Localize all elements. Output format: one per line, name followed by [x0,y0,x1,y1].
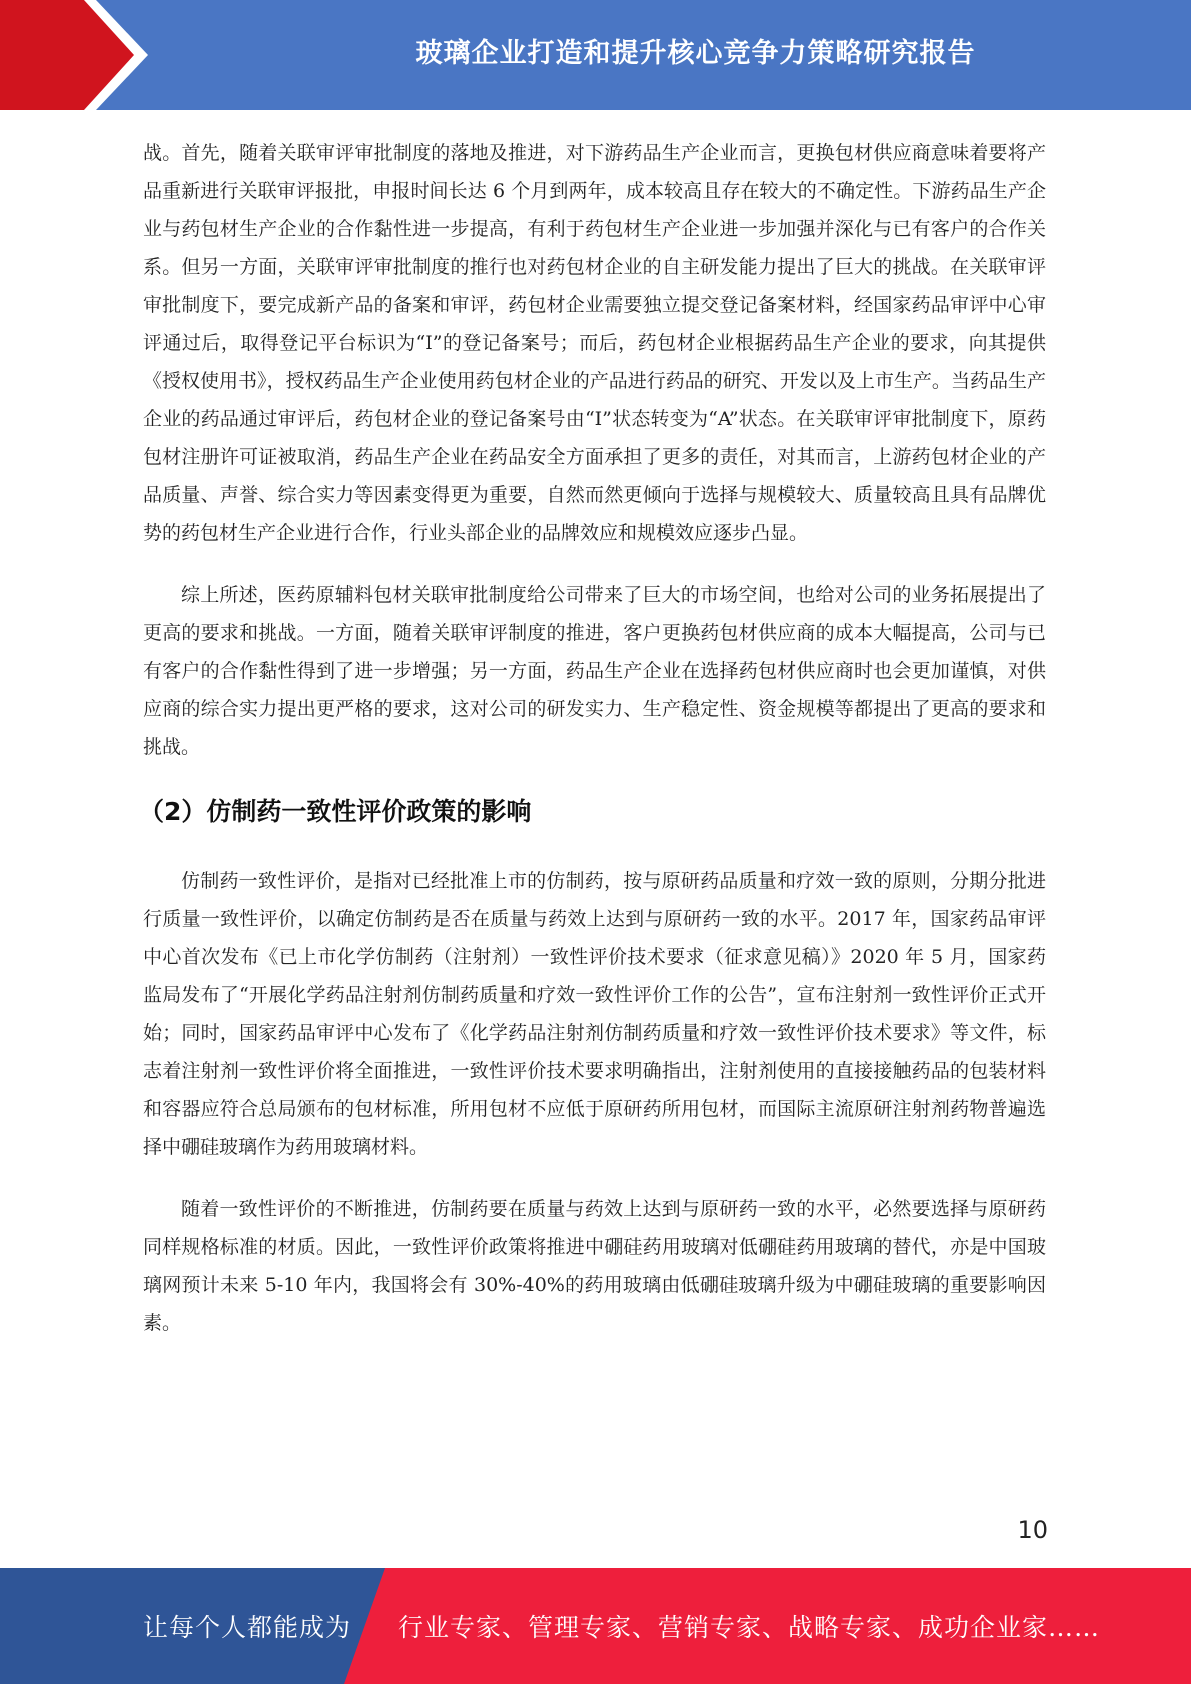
paragraph: 仿制药一致性评价，是指对已经批准上市的仿制药，按与原研药品质量和疗效一致的原则，分期分批进行质量一致性评价，以确定仿制药是否在质量与药效上达到与原研药一致的水平。2017 年，国家药品审评中心首次发布《已上市化学仿制药（注射剂）一致性评价技术要求（征求意见稿）》2020 年 5 月，国家药监局发布了“开展化学药品注射剂仿制药质量和疗效一致性评价工作的公告”，宣布注射剂一致性评价正式开始；同时，国家药品审评中心发布了《化学药品注射剂仿制药质量和疗效一致性评价技术要求》等文件，标志着注射剂一致性评价将全面推进，一致性评价技术要求明确指出，注射剂使用的直接接触药品的包装材料和容器应符合总局颁布的包材标准，所用包材不应低于原研药所用包材，而国际主流原研注射剂药物普遍选择中硼硅玻璃作为药用玻璃材料。 [143,870,1046,1158]
header-banner [0,0,1191,110]
report-title: 玻璃企业打造和提升核心竞争力策略研究报告 [415,37,976,69]
document-body [139,134,1046,1342]
footer-slogan-right: 行业专家、管理专家、营销专家、战略专家、成功企业家…… [398,1613,1101,1642]
footer-banner [0,1568,1191,1684]
paragraph: 战。首先，随着关联审评审批制度的落地及推进，对下游药品生产企业而言，更换包材供应商意味着要将产品重新进行关联审评报批，申报时间长达 6 个月到两年，成本较高且存在较大的不确定性。下游药品生产企业与药包材生产企业的合作黏性进一步提高，有利于药包材生产企业进一步加强并深化与已有客户的合作关系。但另一方面，关联审评审批制度的推行也对药包材企业的自主研发能力提出了巨大的挑战。在关联审评审批制度下，要完成新产品的备案和审评，药包材企业需要独立提交登记备案材料，经国家药品审评中心审评通过后，取得登记平台标识为“I”的登记备案号；而后，药包材企业根据药品生产企业的要求，向其提供《授权使用书》，授权药品生产企业使用药包材企业的产品进行药品的研究、开发以及上市生产。当药品生产企业的药品通过审评后，药包材企业的登记备案号由“I”状态转变为“A”状态。在关联审评审批制度下，原药包材注册许可证被取消，药品生产企业在药品安全方面承担了更多的责任，对其而言，上游药包材企业的产品质量、声誉、综合实力等因素变得更为重要，自然而然更倾向于选择与规模较大、质量较高且具有品牌优势的药包材生产企业进行合作，行业头部企业的品牌效应和规模效应逐步凸显。 [143,142,1046,544]
paragraph: 综上所述，医药原辅料包材关联审批制度给公司带来了巨大的市场空间，也给对公司的业务拓展提出了更高的要求和挑战。一方面，随着关联审评制度的推进，客户更换药包材供应商的成本大幅提高，公司与已有客户的合作黏性得到了进一步增强；另一方面，药品生产企业在选择药包材供应商时也会更加谨慎，对供应商的综合实力提出更严格的要求，这对公司的研发实力、生产稳定性、资金规模等都提出了更高的要求和挑战。 [143,584,1046,758]
header-arrow-decoration [0,0,160,110]
footer-slogan-left: 让每个人都能成为 [143,1613,352,1642]
section-heading: （2）仿制药一致性评价政策的影响 [139,797,532,826]
paragraph: 随着一致性评价的不断推进，仿制药要在质量与药效上达到与原研药一致的水平，必然要选择与原研药同样规格标准的材质。因此，一致性评价政策将推进中硼硅药用玻璃对低硼硅药用玻璃的替代，亦是中国玻璃网预计未来 5-10 年内，我国将会有 30%-40%的药用玻璃由低硼硅玻璃升级为中硼硅玻璃的重要影响因素。 [143,1198,1046,1334]
page-number: 10 [1017,1516,1048,1544]
